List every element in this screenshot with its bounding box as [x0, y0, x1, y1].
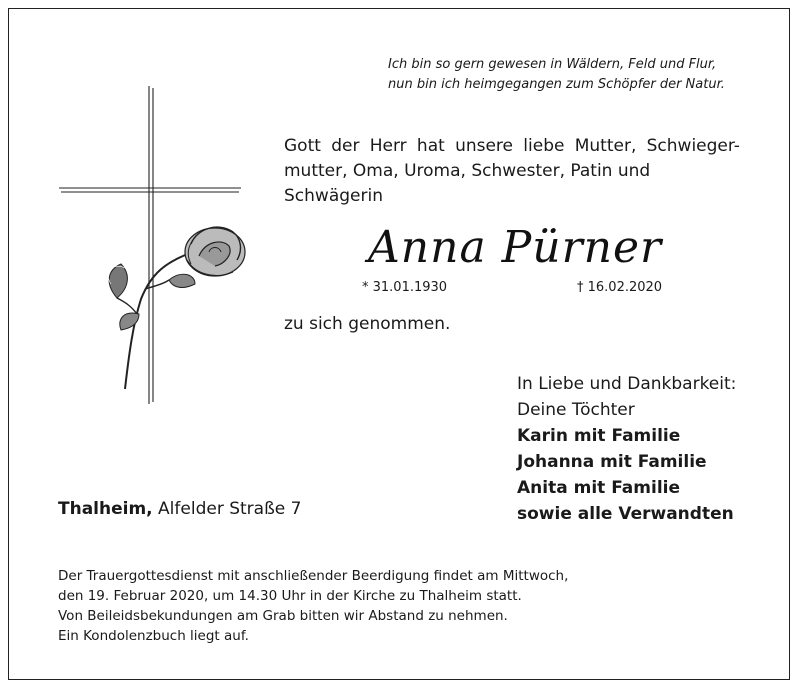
poem-quote — [388, 55, 778, 95]
mourners-line-4: Johanna mit Familie — [517, 452, 707, 472]
quote-line-1: Ich bin so gern gewesen in Wäldern, Feld und Flur, — [388, 57, 717, 72]
mourners-line-6: sowie alle Verwandten — [517, 504, 734, 524]
address-town: Thalheim, — [58, 499, 153, 519]
intro-line-1: Gott der Herr hat unsere liebe Mutter, Schwieger- — [284, 136, 740, 156]
cross-rose-illustration — [55, 84, 255, 414]
notice-line-3: Von Beileidsbekundungen am Grab bitten wir Abstand zu nehmen. — [58, 608, 508, 624]
death-date: † 16.02.2020 — [577, 280, 663, 295]
birth-date: * 31.01.1930 — [362, 280, 448, 295]
intro-line-3: Schwägerin — [284, 186, 383, 206]
notice-line-4: Ein Kondolenzbuch liegt auf. — [58, 628, 249, 644]
intro-line-2: mutter, Oma, Uroma, Schwester, Patin und — [284, 161, 651, 181]
taken-text: zu sich genommen. — [284, 314, 451, 334]
quote-line-2: nun bin ich heimgegangen zum Schöpfer der Natur. — [388, 77, 725, 92]
mourners-line-1: In Liebe und Dankbarkeit: — [517, 374, 737, 394]
notice-line-1: Der Trauergottesdienst mit anschließender Beerdigung findet am Mittwoch, — [58, 568, 569, 584]
intro-text — [284, 134, 754, 209]
notice-line-2: den 19. Februar 2020, um 14.30 Uhr in der Kirche zu Thalheim statt. — [58, 588, 522, 604]
mourners-line-3: Karin mit Familie — [517, 426, 681, 446]
deceased-name: Anna Pürner — [368, 222, 663, 273]
mourners-block — [517, 371, 736, 527]
address — [58, 499, 301, 519]
mourners-line-2: Deine Töchter — [517, 400, 635, 420]
rose-icon — [108, 227, 245, 389]
service-notice — [58, 566, 568, 646]
address-street: Alfelder Straße 7 — [158, 499, 302, 519]
mourners-line-5: Anita mit Familie — [517, 478, 681, 498]
